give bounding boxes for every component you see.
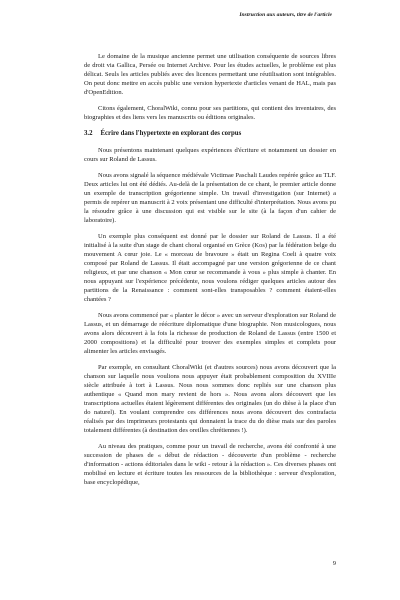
paragraph: Nous avons signalé la séquence médiévale Victimae Paschali Laudes repérée grâce au TLF. Deux articles lui ont été dédiés. Au-delà de la présentation de ce chant, le premier article donne un exemple de transcription grégorienne simple. Un travail d'investigation (sur Internet) a permis de repérer un manuscrit à 2 voix présentant une difficulté d'interprétation. Nous avons pu la résoudre grâce à une discussion qui est visible sur le site (à la façon d'un cahier de laboratoire). xyxy=(84,172,336,224)
section-title: Écrire dans l'hypertexte en explorant des corpus xyxy=(100,130,242,137)
section-heading xyxy=(84,129,336,138)
paragraph: Par exemple, en consultant ChoralWiki (et d'autres sources) nous avons découvert que la chanson sur laquelle nous voulions nous appuyer était probablement composition du XVIIIe siècle attribuée à tort à Lassus. Nous nous sommes donc repliés sur une chanson plus authentique « Quand mon mary revient de hors ». Nous avons alors découvert que les transcriptions actuelles étaient légèrement différentes des originales (un do dièse à la place d'un do naturel). En voulant comprendre ces différences nous avons découvert des contrafacta réalisés par des imprimeurs protestants qui donnaient la trace du do dièse mais sur des paroles totalement différentes (à destination des oreilles chrétiennes !). xyxy=(84,364,336,434)
paragraph: Citons également, ChoralWiki, connu pour ses partitions, qui contient des inventaires, des biographies et des liens vers les manuscrits ou éditions originales. xyxy=(84,105,336,121)
page-number: 9 xyxy=(332,560,336,567)
paragraph: Nous présentons maintenant quelques expériences d'écriture et notamment un dossier en cours sur Roland de Lassus. xyxy=(84,147,336,163)
running-header: Instruction aux auteurs, titre de l'article xyxy=(239,12,332,18)
section-number: 3.2 xyxy=(84,130,93,137)
paragraph: Nous avons commencé par « planter le décor » avec un serveur d'exploration sur Roland de Lassus, et un démarrage de réécriture diplomatique d'une biographie. Non musicologues, nous avons alors découvert à la fois la richesse de production de Roland de Lassus (entre 1500 et 2000 compositions) et la difficulté pour trouver des exemples simples et complets pour alimenter les articles envisagés. xyxy=(84,312,336,355)
body-text xyxy=(84,52,336,494)
paragraph: Un exemple plus conséquent est donné par le dossier sur Roland de Lassus. Il a été initialisé à la suite d'un stage de chant choral organisé en Grèce (Kos) par la fédération belge du mouvement A cœur joie. Le « morceau de bravoure » était un Regina Coeli à quatre voix composé par Roland de Lassus. Il était accompagné par une version grégorienne de ce chant religieux, et par une chanson « Mon cœur se recommande à vous » plus simple à chanter. En nous appuyant sur l'expérience précédente, nous voulons rédiger quelques articles autour des partitions de la Renaissance : comment sont-elles transposables ? comment étaient-elles chantées ? xyxy=(84,233,336,303)
paragraph: Le domaine de la musique ancienne permet une utilisation conséquente de sources libres de droit via Gallica, Persée ou Internet Archive. Pour les études actuelles, le problème est plus délicat. Seuls les articles publiés avec des licences permettant une réutilisation sont intégrables. On peut donc mettre en accès public une version hypertexte d'articles venant de HAL, mais pas d'OpenEdition. xyxy=(84,53,336,96)
paragraph: Au niveau des pratiques, comme pour un travail de recherche, avons été confronté à une succession de phases de « début de rédaction - découverte d'un problème - recherche d'information - actions éditoriales dans le wiki - retour à la rédaction ». Ces diverses phases ont mobilisé en lecture et écriture toutes les ressources de la bibliothèque : serveur d'exploration, base encyclopédique, xyxy=(84,443,336,486)
